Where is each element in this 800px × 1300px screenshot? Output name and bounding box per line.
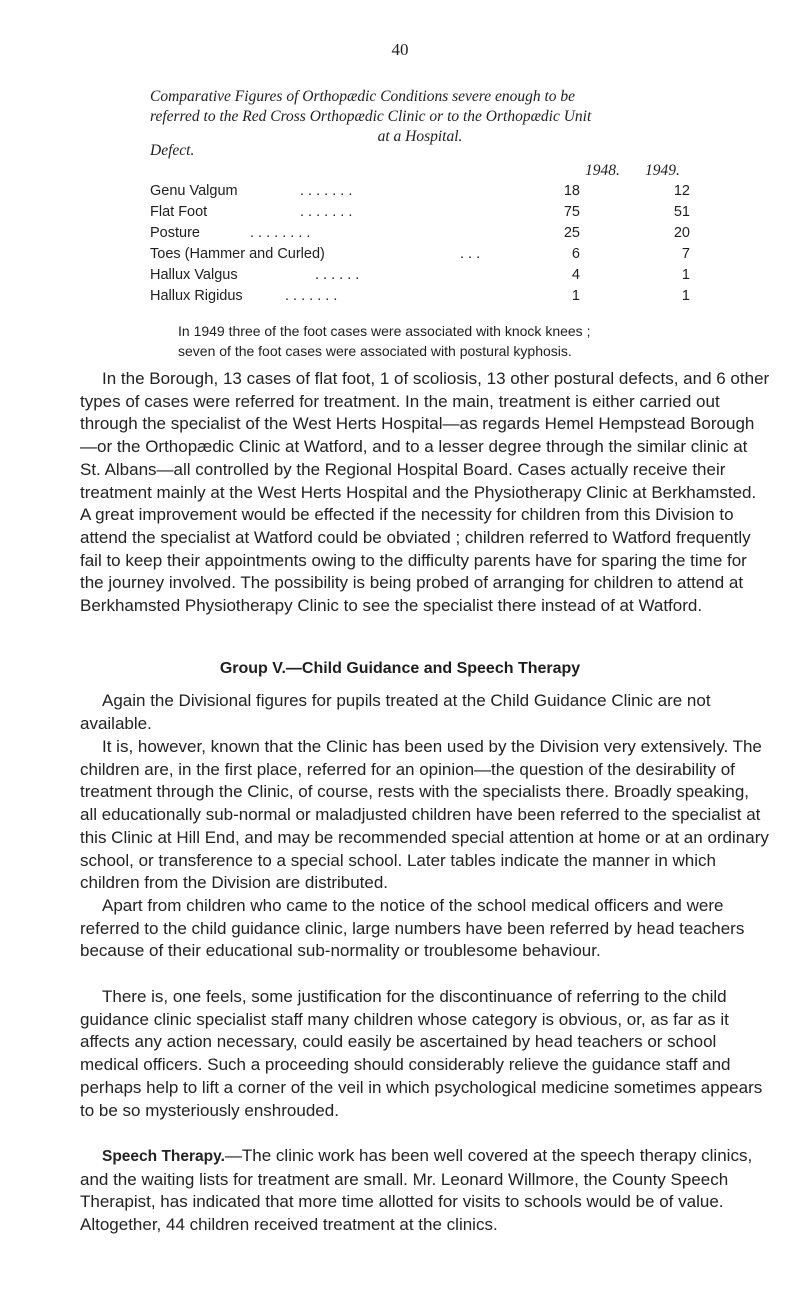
value-1949: 20	[673, 225, 690, 241]
row-label: Genu Valgum	[150, 183, 238, 199]
row-label: Flat Foot	[150, 204, 208, 220]
table-row	[150, 288, 690, 309]
orthopaedic-table	[150, 183, 690, 309]
table-caption	[150, 87, 690, 147]
row-leader-dots: . . . . . .	[315, 267, 360, 283]
table-note-line-1: In 1949 three of the foot cases were associated with knock knees ;	[178, 323, 591, 339]
value-1948: 1	[571, 288, 580, 304]
value-1949: 51	[673, 204, 690, 220]
table-note-line-2: seven of the foot cases were associated with postural kyphosis.	[178, 343, 572, 359]
value-1948: 6	[571, 246, 580, 262]
paragraph-speech-therapy	[80, 1145, 770, 1237]
table-caption-line-3: at a Hospital.	[377, 128, 463, 145]
value-1949: 12	[673, 183, 690, 199]
speech-therapy-lead: Speech Therapy.	[102, 1148, 225, 1165]
table-row	[150, 225, 690, 246]
speech-therapy-text: —The clinic work has been well covered at the speech therapy clinics, and the waiting lists for treatment are small. Mr. Leonard Willmore, the County Speech Therapist, has indicated that more time allotted for visits to schools would be of value. Altogether, 44 children received treatment at the clinics.	[80, 1146, 753, 1235]
row-label: Posture	[150, 225, 200, 241]
value-1949: 7	[681, 246, 690, 262]
year-1949-heading: 1949.	[645, 162, 680, 179]
table-note	[178, 321, 698, 361]
row-label: Hallux Valgus	[150, 267, 238, 283]
row-label: Toes (Hammer and Curled)	[150, 246, 325, 262]
value-1948: 18	[563, 183, 580, 199]
row-leader-dots: . . . . . . .	[285, 288, 338, 304]
row-label: Hallux Rigidus	[150, 288, 243, 304]
value-1948: 25	[563, 225, 580, 241]
value-1948: 4	[571, 267, 580, 283]
table-caption-line-2: referred to the Red Cross Orthopædic Clinic or to the Orthopædic Unit	[150, 108, 592, 125]
table-row	[150, 183, 690, 204]
paragraph-divisional-figures: Again the Divisional figures for pupils treated at the Child Guidance Clinic are not available.	[80, 691, 711, 733]
page-number: 40	[391, 40, 409, 59]
paragraph-head-teacher-referrals: Apart from children who came to the notice of the school medical officers and were referred to the child guidance clinic, large numbers have been referred by head teachers because of their educational sub-normality or troublesome behaviour.	[80, 896, 745, 961]
table-row	[150, 204, 690, 225]
paragraph-discontinuance: There is, one feels, some justification for the discontinuance of referring to the child guidance clinic specialist staff many children whose category is obvious, or, as far as it affects any action necessary, could easily be ascertained by head teachers or school medical officers. Such a proceeding should considerably relieve the guidance staff and perhaps help to lift a corner of the veil in which psychological medicine sometimes appears to be so mysteriously enshrouded.	[80, 987, 763, 1120]
value-1949: 1	[681, 267, 690, 283]
table-row	[150, 267, 690, 288]
row-leader-dots: . . . . . . .	[300, 183, 353, 199]
row-leader-dots: . . . . . . .	[300, 204, 353, 220]
value-1949: 1	[681, 288, 690, 304]
defect-column-heading: Defect.	[150, 142, 195, 159]
row-leader-dots: . . . . . . . .	[250, 225, 311, 241]
section-heading-group-v: Group V.—Child Guidance and Speech Therapy	[219, 660, 581, 677]
row-leader-dots: . . .	[460, 246, 481, 262]
table-caption-line-1: Comparative Figures of Orthopædic Conditions severe enough to be	[150, 88, 576, 105]
paragraph-clinic-usage: It is, however, known that the Clinic has been used by the Division very extensively. The children are, in the first place, referred for an opinion—the question of the desirability of treatment through the Clinic, of course, rests with the specialists there. Broadly speaking, all educationally sub-normal or maladjusted children have been referred to the specialist at this Clinic at Hill End, and may be recommended special attention at home or at an ordinary school, or transference to a special school. Later tables indicate the manner in which children from the Division are distributed.	[80, 737, 769, 893]
paragraph-borough-referrals: In the Borough, 13 cases of flat foot, 1 of scoliosis, 13 other postural defects, and 6 other types of cases were referred for treatment. In the main, treatment is either carried out through the specialist of the West Herts Hospital—as regards Hemel Hempstead Borough—or the Orthopædic Clinic at Watford, and to a lesser degree through the similar clinic at St. Albans—all controlled by the Regional Hospital Board. Cases actually receive their treatment mainly at the West Herts Hospital and the Physiotherapy Clinic at Berkhamsted. A great improvement would be effected if the necessity for children from this Division to attend the specialist at Watford could be obviated ; children referred to Watford frequently fail to keep their appointments owing to the difficulty parents have for sparing the time for the journey involved. The possibility is being probed of arranging for children to attend at Berkhamsted Physiotherapy Clinic to see the specialist there instead of at Watford.	[80, 369, 770, 616]
table-row	[150, 246, 690, 267]
value-1948: 75	[563, 204, 580, 220]
year-1948-heading: 1948.	[585, 162, 620, 179]
